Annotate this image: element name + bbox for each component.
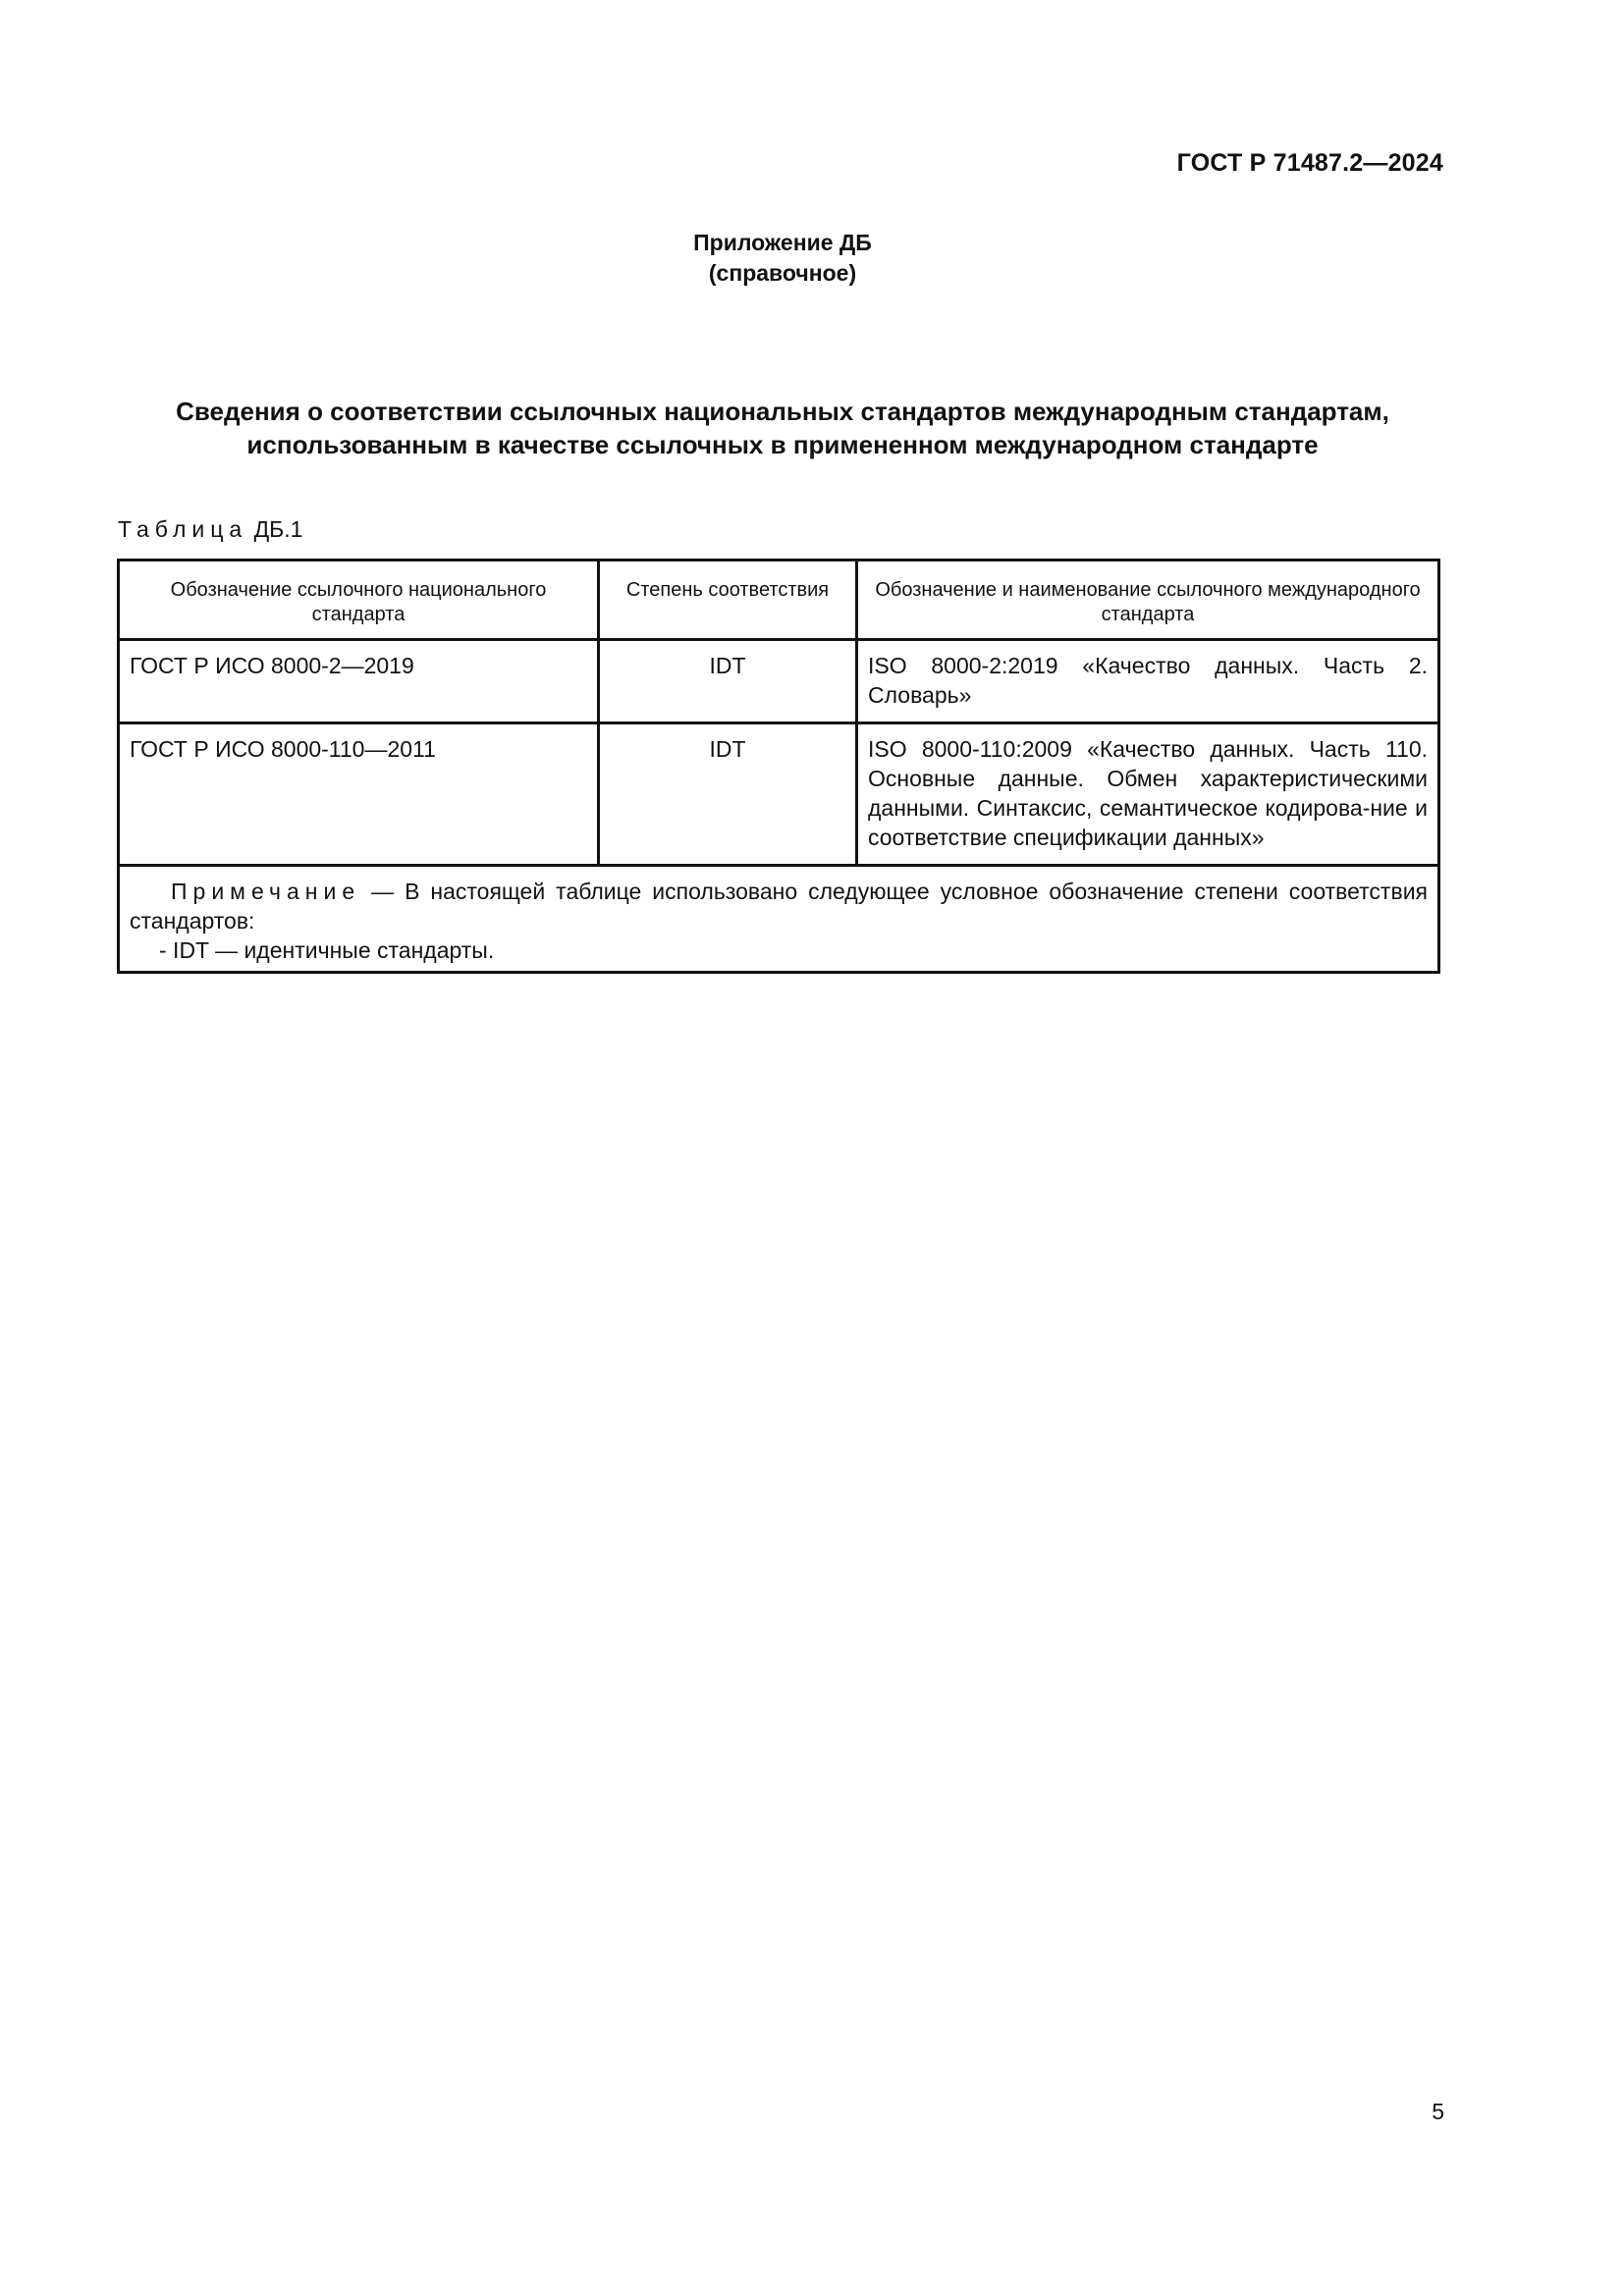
- table-caption-word: Таблица: [118, 516, 248, 542]
- document-code: ГОСТ Р 71487.2—2024: [1176, 149, 1443, 177]
- cell-national-standard: ГОСТ Р ИСО 8000-110—2011: [119, 723, 599, 866]
- main-title-line-1: Сведения о соответствии ссылочных национальных стандартов международным стандартам,: [176, 397, 1389, 426]
- table-note-row: [119, 866, 1439, 973]
- page-number: 5: [1432, 2099, 1444, 2124]
- note-item: - IDT — идентичные стандарты.: [159, 937, 495, 963]
- cell-international-standard: ISO 8000-110:2009 «Качество данных. Часть 110. Основные данные. Обмен характеристическими данными. Синтаксис, семантическое кодирова-ние и соответствие спецификации данных»: [857, 723, 1439, 866]
- appendix-title: Приложение ДБ: [693, 230, 872, 255]
- cell-degree: IDT: [599, 640, 857, 723]
- appendix-subtitle: (справочное): [708, 260, 857, 286]
- cell-national-standard: ГОСТ Р ИСО 8000-2—2019: [119, 640, 599, 723]
- table-header-row: [119, 561, 1439, 640]
- column-header-international: Обозначение и наименование ссылочного международного стандарта: [857, 561, 1439, 640]
- note-label: Примечание: [171, 879, 361, 904]
- table-caption-number: ДБ.1: [253, 516, 303, 542]
- column-header-national: Обозначение ссылочного национального стандарта: [119, 561, 599, 640]
- cell-international-standard: ISO 8000-2:2019 «Качество данных. Часть 2. Словарь»: [857, 640, 1439, 723]
- table-caption: [118, 516, 302, 543]
- note-text: — В настоящей таблице использовано следующее условное обозначение степени соответствия стандартов:: [130, 879, 1428, 934]
- main-title-line-2: использованным в качестве ссылочных в примененном международном стандарте: [246, 430, 1319, 459]
- table-note: [119, 866, 1439, 973]
- appendix-heading: [0, 228, 1565, 289]
- table-row: [119, 723, 1439, 866]
- column-header-degree: Степень соответствия: [599, 561, 857, 640]
- cell-degree: IDT: [599, 723, 857, 866]
- main-title: [98, 395, 1467, 461]
- table-row: [119, 640, 1439, 723]
- standards-table: [117, 559, 1440, 974]
